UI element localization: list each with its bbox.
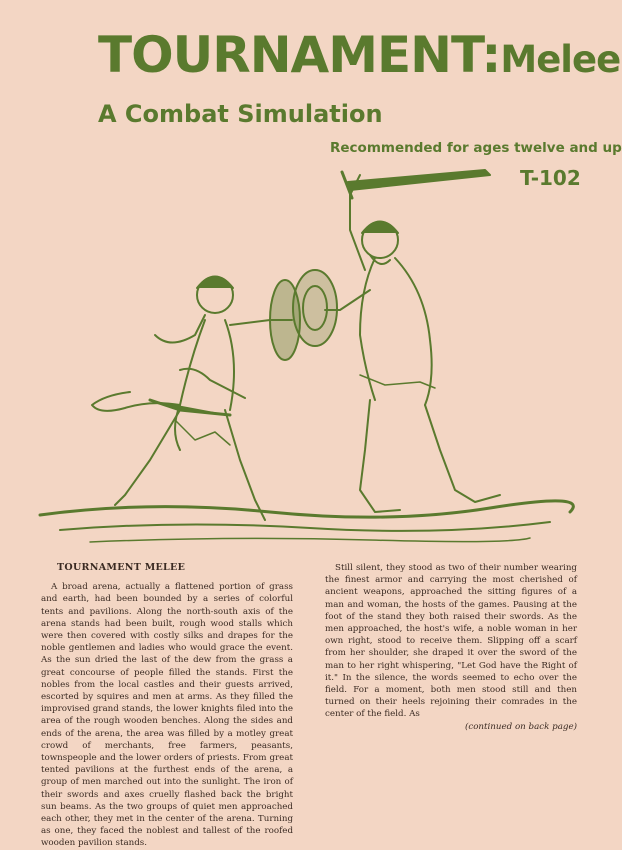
article-column-right	[325, 562, 577, 733]
article-paragraph: Still silent, they stood as two of their number wearing the finest armor and carrying the most cherished of ancient weapons, approached the sitting figures of a man and woman, the hosts of the games. Pausing at the foot of the stand they both raised their swords. As the men approached, the host's wife, a noble woman in her own right, stood to receive them. Slipping off a scarf from her shoulder, she draped it over the sword of the man to her right whispering, "Let God have the Right of it." In the silence, the words seemed to echo over the field. For a moment, both men stood still and then turned on their heels rejoining their comrades in the center of the field. As	[325, 563, 577, 720]
two-warriors-fighting-icon	[30, 160, 590, 550]
article-heading: TOURNAMENT MELEE	[57, 562, 186, 573]
product-code: T-102	[520, 166, 581, 190]
subtitle: A Combat Simulation	[98, 100, 383, 128]
continued-note: (continued on back page)	[464, 721, 577, 732]
title-sub: Melee	[500, 38, 621, 81]
article-paragraph: A broad arena, actually a flattened portion of grass and earth, had been bounded by a series of colorful tents and pavilions. Along the north-south axis of the arena stands had been built, rough wood stalls which were then covered with costly silks and drapes for the noble gentlemen and ladies who would grace the event. As the sun dried the last of the dew from the grass a great concourse of people filled the stands. First the nobles from the local castles and their guests arrived, escorted by squires and men at arms. As they filled the improvised grand stands, the lower knights filed into the area of the rough wooden benches. Along the sides and ends of the arena, the area was filled by a motley great crowd of merchants, free farmers, peasants, townspeople and the lower orders of priests. From great tented pavilions at the furthest ends of the arena, a group of men marched out into the sunlight. The iron of their swords and axes cruelly flashed back the bright sun beams. As the two groups of quiet men approached each other, they met in the center of the arena. Turning as one, they faced the noblest and tallest of the roofed wooden pavilion stands.	[41, 582, 293, 849]
title-main: TOURNAMENT:	[98, 26, 501, 84]
page-title	[98, 26, 620, 84]
article-column-left	[41, 562, 293, 849]
age-recommendation: Recommended for ages twelve and up	[330, 140, 622, 156]
